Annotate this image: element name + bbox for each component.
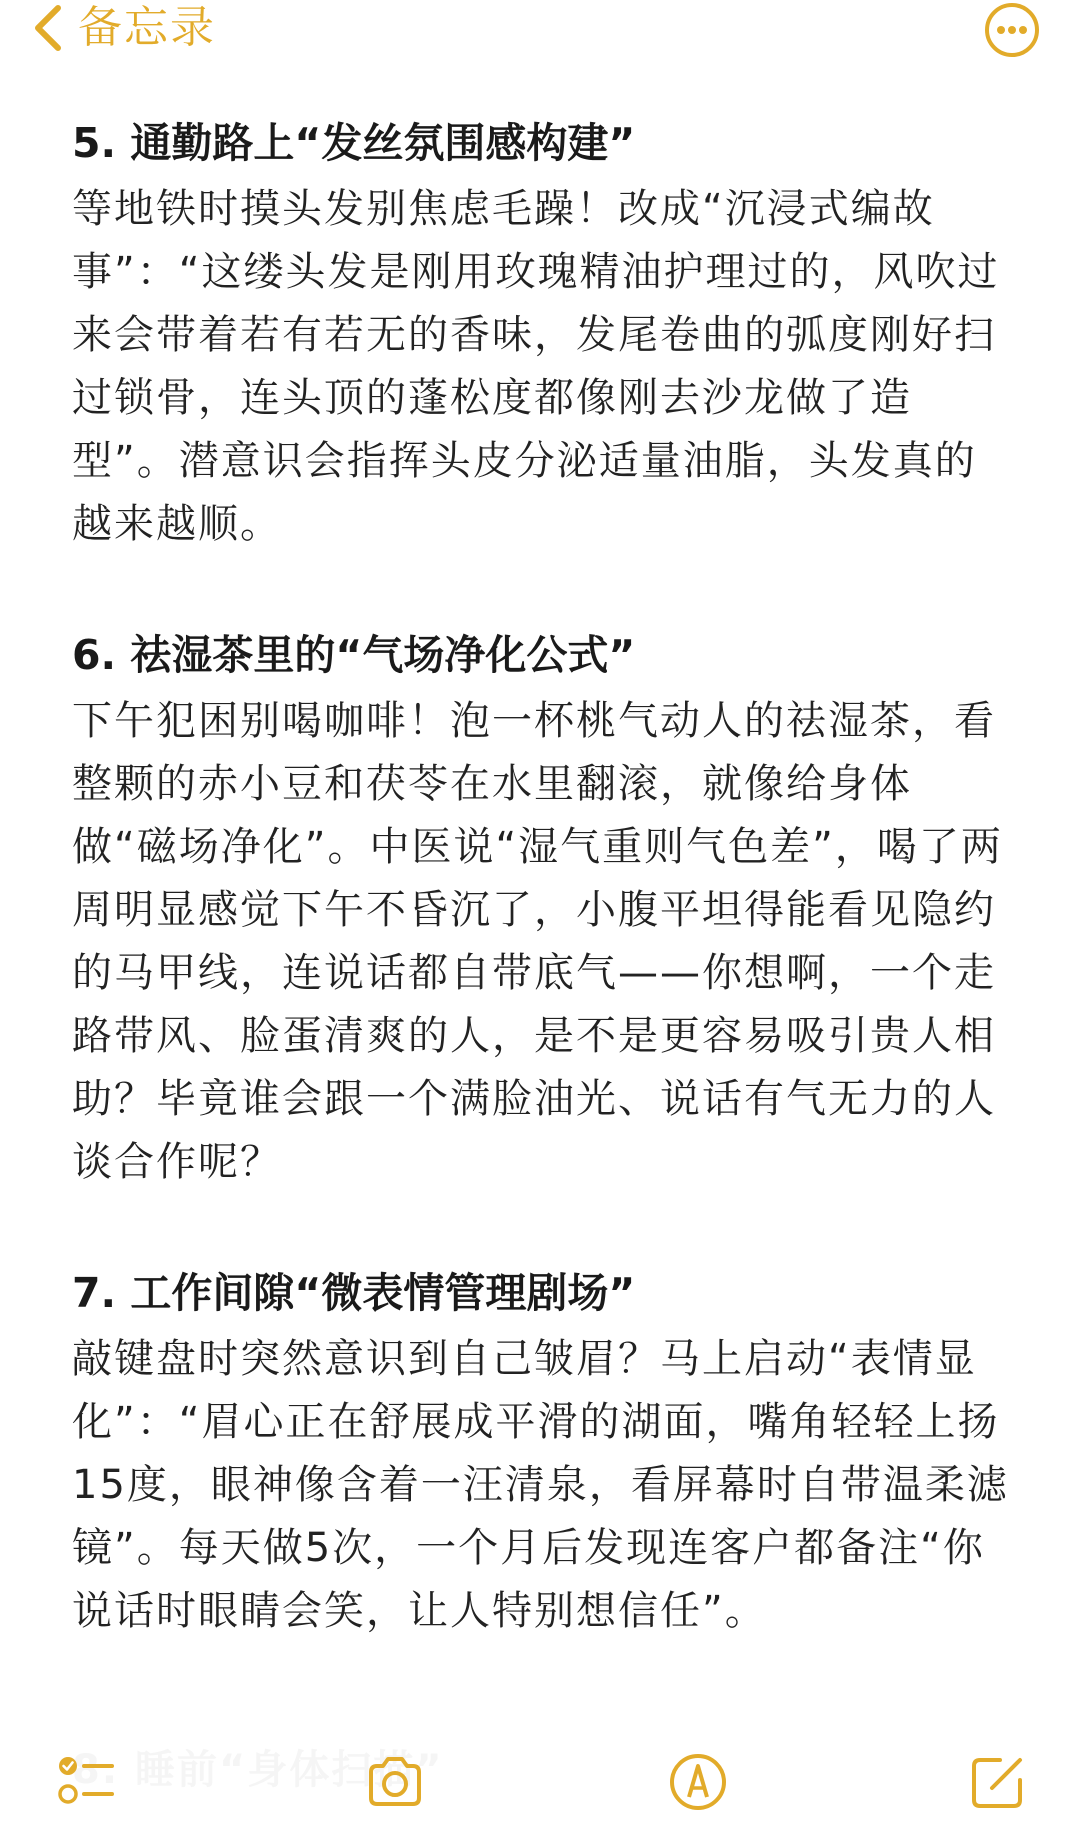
checklist-button[interactable]: [56, 1750, 120, 1814]
note-section: [72, 1258, 1012, 1643]
chevron-left-icon: [30, 2, 66, 54]
section-paragraph: 等地铁时摸头发别焦虑毛躁！改成“沉浸式编故事”：“这缕头发是刚用玫瑰精油护理过的，风吹过来会带着若有若无的香味，发尾卷曲的弧度刚好扫过锁骨，连头顶的蓬松度都像刚去沙龙做了造型”。潜意识会指挥头皮分泌适量油脂，头发真的越来越顺。: [72, 186, 1000, 547]
markup-button[interactable]: [666, 1750, 730, 1814]
bottom-toolbar: [0, 1730, 1080, 1837]
compose-button[interactable]: [966, 1750, 1030, 1814]
section-paragraph: 下午犯困别喝咖啡！泡一杯桃气动人的祛湿茶，看整颗的赤小豆和茯苓在水里翻滚，就像给身体做“磁场净化”。中医说“湿气重则气色差”，喝了两周明显感觉下午不昏沉了，小腹平坦得能看见隐约的马甲线，连说话都自带底气——你想啊，一个走路带风、脸蛋清爽的人，是不是更容易吸引贵人相助？毕竟谁会跟一个满脸油光、说话有气无力的人谈合作呢？: [72, 698, 1003, 1185]
back-button-label: 备忘录: [78, 2, 216, 53]
note-section: [72, 620, 1012, 1194]
camera-icon: [363, 1750, 427, 1814]
more-options-button[interactable]: [984, 2, 1040, 58]
section-heading: 6. 祛湿茶里的“气场净化公式”: [72, 631, 636, 679]
ellipsis-circle-icon: [984, 2, 1040, 58]
section-heading: 5. 通勤路上“发丝氛围感构建”: [72, 119, 636, 167]
markup-pen-icon: [666, 1750, 730, 1814]
compose-icon: [966, 1750, 1030, 1814]
section-paragraph: 敲键盘时突然意识到自己皱眉？马上启动“表情显化”：“眉心正在舒展成平滑的湖面，嘴角轻轻上扬15度，眼神像含着一汪清泉，看屏幕时自带温柔滤镜”。每天做5次，一个月后发现连客户都备注“你说话时眼睛会笑，让人特别想信任”。: [72, 1336, 1009, 1634]
note-content[interactable]: [72, 108, 1012, 1707]
camera-button[interactable]: [363, 1750, 427, 1814]
note-section: [72, 108, 1012, 556]
back-button[interactable]: [30, 0, 216, 56]
section-heading: 7. 工作间隙“微表情管理剧场”: [72, 1269, 636, 1317]
checklist-icon: [56, 1750, 120, 1814]
navigation-bar: [0, 0, 1080, 62]
